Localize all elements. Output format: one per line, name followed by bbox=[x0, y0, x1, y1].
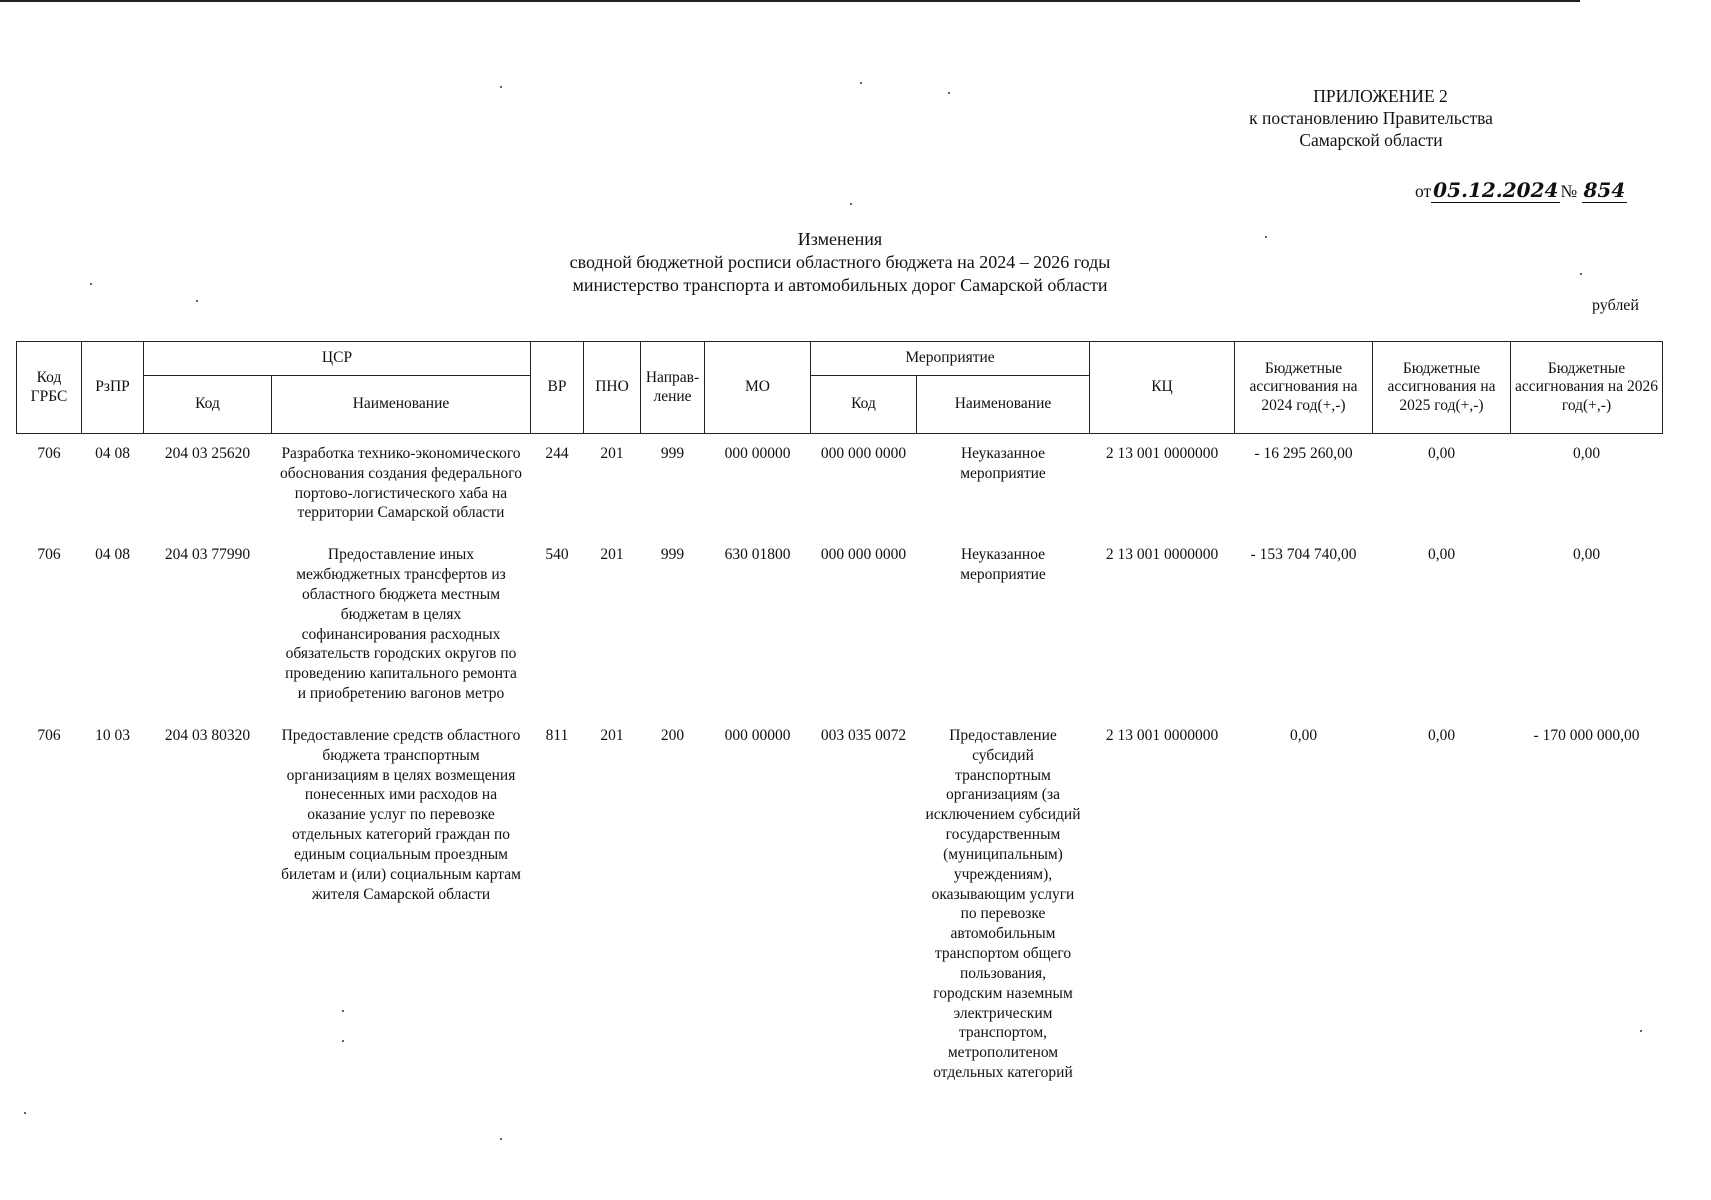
cell-2026: - 170 000 000,00 bbox=[1533, 726, 1640, 744]
header-kc: КЦ bbox=[1090, 342, 1235, 434]
cell-2025: 0,00 bbox=[1427, 726, 1456, 744]
header-event-code: Код bbox=[811, 376, 917, 434]
cell-grbs: 706 bbox=[37, 445, 61, 462]
header-vr: ВР bbox=[531, 342, 584, 434]
cell-direction: 200 bbox=[660, 726, 685, 744]
appendix-label: ПРИЛОЖЕНИЕ 2 bbox=[1313, 86, 1448, 106]
header-mo: МО bbox=[705, 342, 811, 434]
header-event: Мероприятие bbox=[811, 342, 1090, 376]
cell-pno: 201 bbox=[600, 726, 624, 744]
document-title bbox=[420, 228, 1260, 297]
budget-changes-table bbox=[16, 341, 1663, 1093]
scan-speck bbox=[850, 203, 852, 205]
cell-event-name: Неуказанное мероприятие bbox=[960, 546, 1046, 584]
scan-speck bbox=[1640, 1030, 1642, 1032]
decree-from-label: от bbox=[1415, 181, 1432, 201]
cell-vr: 244 bbox=[545, 445, 569, 462]
cell-kc: 2 13 001 0000000 bbox=[1105, 445, 1219, 462]
scan-speck bbox=[1265, 236, 1267, 238]
cell-csr-code: 204 03 80320 bbox=[164, 726, 251, 744]
cell-kc: 2 13 001 0000000 bbox=[1105, 726, 1219, 744]
cell-mo: 630 01800 bbox=[724, 546, 791, 564]
cell-csr-code: 204 03 25620 bbox=[164, 445, 251, 462]
header-csr-code: Код bbox=[144, 376, 272, 434]
cell-mo: 000 00000 bbox=[724, 726, 791, 744]
scan-speck bbox=[860, 82, 862, 84]
decree-number-label: № bbox=[1560, 181, 1578, 201]
scan-speck bbox=[1580, 273, 1582, 275]
scan-speck bbox=[500, 86, 502, 88]
table-row bbox=[17, 533, 1663, 714]
appendix-line-2: Самарской области bbox=[1299, 129, 1443, 150]
table-row bbox=[17, 434, 1663, 534]
cell-2026: 0,00 bbox=[1572, 546, 1601, 564]
header-rzpr: РзПР bbox=[82, 342, 144, 434]
header-2026: Бюджетные ассигнования на 2026 год(+,-) bbox=[1511, 342, 1663, 434]
appendix-line-1: к постановлению Правительства bbox=[1249, 108, 1493, 128]
cell-event-name: Предоставление субсидий транспортным организациям (за исключением субсидий государственным (муниципальным) учреждениям), оказывающим услуги по перевозке автомобильным транспортом общего пользования, городским наземным электрическим транспортом, метрополитеном отдельных категорий bbox=[925, 726, 1081, 1082]
header-event-name: Наименование bbox=[917, 376, 1090, 434]
title-line-1: Изменения bbox=[797, 229, 883, 249]
units-label: рублей bbox=[1592, 297, 1639, 314]
cell-2025: 0,00 bbox=[1427, 445, 1456, 462]
cell-event-name: Неуказанное мероприятие bbox=[960, 445, 1046, 482]
cell-grbs: 706 bbox=[37, 546, 61, 564]
header-csr: ЦСР bbox=[144, 342, 531, 376]
appendix-reference bbox=[1221, 108, 1521, 152]
cell-vr: 811 bbox=[545, 726, 569, 744]
cell-rzpr: 04 08 bbox=[95, 546, 130, 564]
scan-speck bbox=[90, 283, 92, 285]
decree-date-number bbox=[1415, 178, 1627, 202]
cell-2024: - 16 295 260,00 bbox=[1254, 445, 1353, 462]
scan-top-edge bbox=[0, 0, 1580, 2]
header-pno: ПНО bbox=[584, 342, 641, 434]
header-2025: Бюджетные ассигнования на 2025 год(+,-) bbox=[1373, 342, 1511, 434]
scan-speck bbox=[500, 1138, 502, 1140]
scan-speck bbox=[342, 1040, 344, 1042]
cell-csr-code: 204 03 77990 bbox=[164, 546, 251, 564]
cell-rzpr: 04 08 bbox=[95, 445, 130, 462]
scan-speck bbox=[24, 1112, 26, 1114]
cell-2026: 0,00 bbox=[1572, 445, 1601, 462]
title-line-2: сводной бюджетной росписи областного бюджета на 2024 – 2026 годы bbox=[569, 251, 1111, 272]
scan-speck bbox=[196, 300, 198, 302]
cell-csr-name: Предоставление средств областного бюджета транспортным организациям в целях возмещения понесенных ими расходов на оказание услуг по перевозке отдельных категорий граждан по единым социальным проездным билетам и (или) социальным картам жителя Самарской области bbox=[281, 726, 521, 903]
scan-speck bbox=[948, 92, 950, 94]
cell-grbs: 706 bbox=[37, 726, 61, 744]
cell-event-code: 003 035 0072 bbox=[820, 726, 907, 744]
cell-2024: 0,00 bbox=[1289, 726, 1318, 744]
table-row bbox=[17, 714, 1663, 1093]
header-csr-name: Наименование bbox=[272, 376, 531, 434]
title-line-3: министерство транспорта и автомобильных дорог Самарской области bbox=[572, 274, 1108, 295]
header-direction: Направ-ление bbox=[641, 342, 705, 434]
cell-kc: 2 13 001 0000000 bbox=[1105, 546, 1219, 564]
cell-mo: 000 00000 bbox=[724, 445, 791, 462]
cell-rzpr: 10 03 bbox=[95, 726, 130, 744]
cell-pno: 201 bbox=[600, 445, 624, 462]
cell-pno: 201 bbox=[600, 546, 624, 564]
header-2024: Бюджетные ассигнования на 2024 год(+,-) bbox=[1235, 342, 1373, 434]
cell-event-code: 000 000 0000 bbox=[820, 546, 907, 564]
decree-number: 854 bbox=[1583, 178, 1626, 202]
cell-direction: 999 bbox=[660, 445, 685, 462]
cell-csr-name: Предоставление иных межбюджетных трансфертов из областного бюджета местным бюджетам в целях софинансирования расходных обязательств городских округов по проведению капитального ремонта и приобретению вагонов метро bbox=[285, 546, 517, 703]
decree-date: 05.12.2024 bbox=[1433, 178, 1559, 202]
cell-vr: 540 bbox=[545, 546, 569, 564]
cell-event-code: 000 000 0000 bbox=[820, 445, 907, 462]
cell-csr-name: Разработка технико-экономического обоснования создания федерального портово-логистического хаба на территории Самарской области bbox=[280, 445, 522, 522]
cell-2024: - 153 704 740,00 bbox=[1250, 546, 1357, 564]
cell-direction: 999 bbox=[660, 546, 685, 564]
cell-2025: 0,00 bbox=[1427, 546, 1456, 564]
header-grbs: Код ГРБС bbox=[17, 342, 82, 434]
scan-speck bbox=[342, 1010, 344, 1012]
